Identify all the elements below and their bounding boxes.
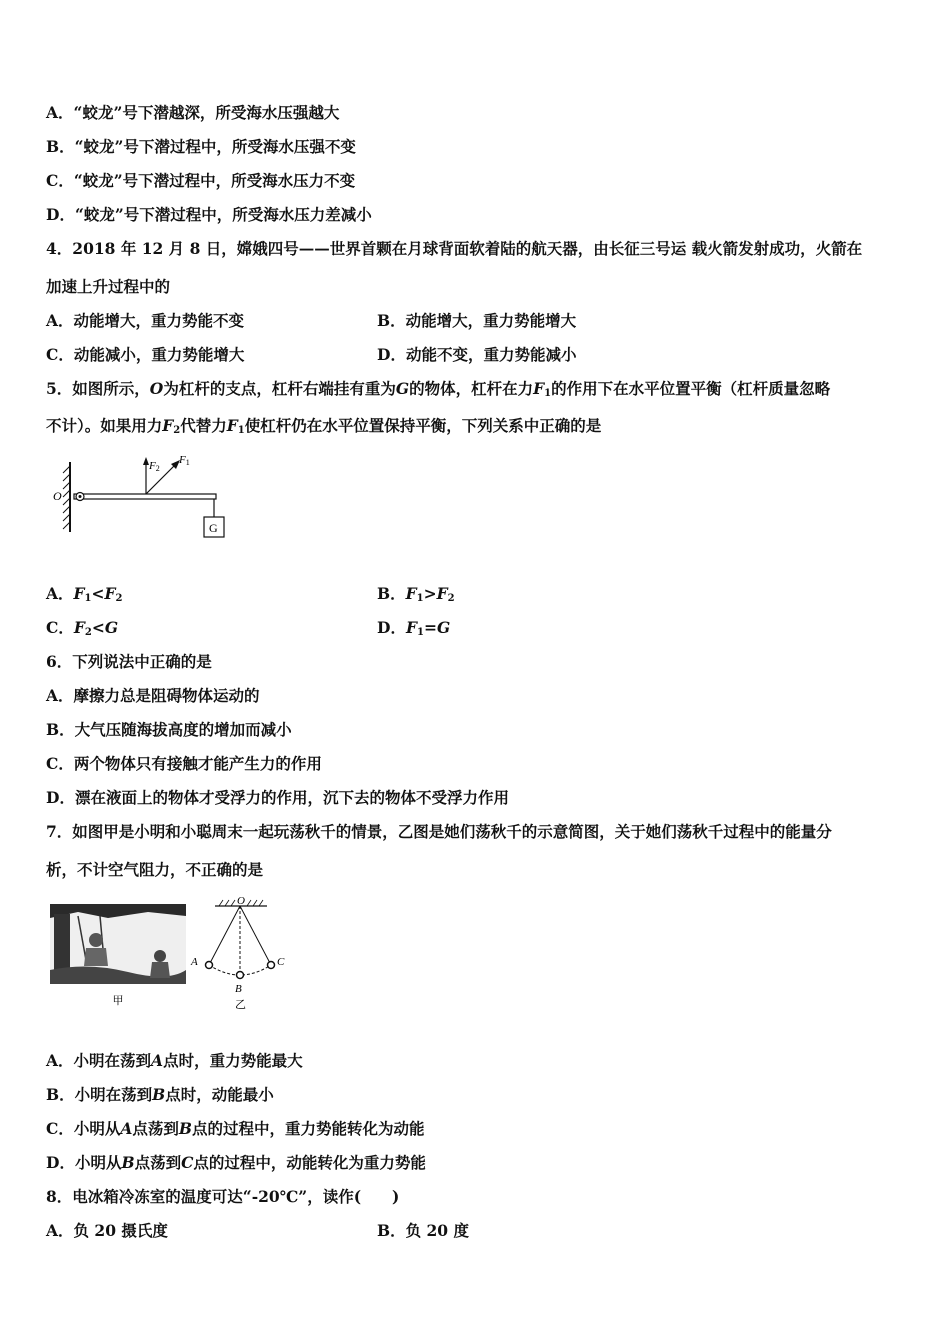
q4-option-c: C．动能减小，重力势能增大	[46, 345, 245, 364]
q5-option-b: B．$F_1>F_2$	[377, 584, 455, 604]
swing-pivot-label: O	[237, 895, 245, 907]
q5-stem-line2: 不计）。如果用力$F_2$代替力$F_1$使杠杆仍在水平位置保持平衡，下列关系中正确的是	[46, 416, 602, 436]
q6-option-a: A．摩擦力总是阻碍物体运动的	[46, 686, 260, 705]
q5-option-c: C．$F_2<G$	[46, 618, 119, 638]
lever-pivot-label: O	[53, 489, 62, 503]
q7-stem-line1: 7．如图甲是小明和小聪周末一起玩荡秋千的情景，乙图是她们荡秋千的示意简图，关于她们荡秋千过程中的能量分	[46, 822, 832, 841]
swing-point-a-label: A	[191, 956, 198, 968]
q4-option-a: A．动能增大，重力势能不变	[46, 311, 245, 330]
q6-stem: 6．下列说法中正确的是	[46, 652, 212, 671]
q6-option-d: D．漂在液面上的物体才受浮力的作用，沉下去的物体不受浮力作用	[46, 788, 509, 807]
swing-point-c-label: C	[277, 956, 285, 968]
q4-option-d: D．动能不变，重力势能减小	[377, 345, 577, 364]
q7-stem-line2: 析，不计空气阻力，不正确的是	[46, 860, 264, 879]
lever-figure	[48, 452, 248, 547]
q7-option-d: D．小明从B点荡到C点的过程中，动能转化为重力势能	[46, 1153, 426, 1172]
q6-option-c: C．两个物体只有接触才能产生力的作用	[46, 754, 322, 773]
q3-option-d: D．“蛟龙”号下潜过程中，所受海水压力差减小	[46, 205, 372, 224]
q5-option-d: D．$F_1=G$	[377, 618, 451, 638]
q3-option-c: C．“蛟龙”号下潜过程中，所受海水压力不变	[46, 171, 356, 190]
q8-stem: 8．电冰箱冷冻室的温度可达“-20℃”，读作( )	[46, 1187, 400, 1206]
q3-option-a: A．“蛟龙”号下潜越深，所受海水压强越大	[46, 103, 340, 122]
q7-option-c: C．小明从A点荡到B点的过程中，重力势能转化为动能	[46, 1119, 425, 1138]
lever-f1-label: F1	[179, 454, 190, 467]
q8-option-a: A．负 20 摄氏度	[46, 1221, 168, 1240]
q7-option-a: A．小明在荡到A点时，重力势能最大	[46, 1051, 303, 1070]
figure-jia-label: 甲	[112, 994, 124, 1007]
q4-stem-line1: 4．2018 年 12 月 8 日，嫦娥四号——世界首颗在月球背面软着陆的航天器，由长征三号运 载火箭发射成功，火箭在	[46, 239, 863, 258]
swing-diagram-yi	[185, 895, 295, 1015]
lever-weight-label: G	[209, 521, 218, 535]
swing-point-b-label: B	[235, 983, 242, 995]
q5-option-a: A．$F_1<F_2$	[46, 584, 123, 604]
figure-yi-label: 乙	[235, 998, 246, 1011]
swing-photo-jia	[48, 900, 198, 1010]
q5-stem-line1: 5．如图所示，O为杠杆的支点，杠杆右端挂有重为G的物体，杠杆在力$F_1$的作用下在水平位置平衡（杠杆质量忽略	[46, 379, 831, 399]
lever-f2-label: F2	[149, 460, 160, 473]
q3-option-b: B．“蛟龙”号下潜过程中，所受海水压强不变	[46, 137, 356, 156]
q4-option-b: B．动能增大，重力势能增大	[377, 311, 577, 330]
q7-option-b: B．小明在荡到B点时，动能最小	[46, 1085, 274, 1104]
q4-stem-line2: 加速上升过程中的	[46, 277, 171, 296]
q6-option-b: B．大气压随海拔高度的增加而减小	[46, 720, 292, 739]
q8-option-b: B．负 20 度	[377, 1221, 469, 1240]
